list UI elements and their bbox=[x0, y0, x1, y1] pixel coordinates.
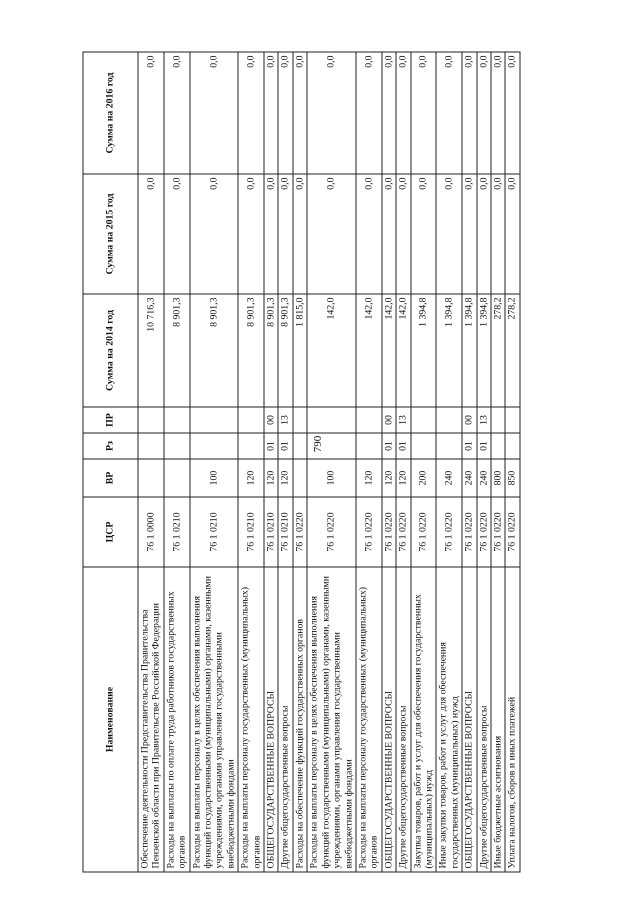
row-sum-2016-cell: 0,0 bbox=[293, 52, 307, 174]
row-pr-cell bbox=[293, 407, 307, 433]
table-row bbox=[356, 52, 382, 872]
row-name-cell: Уплата налогов, сборов и иных платежей bbox=[505, 567, 519, 872]
row-sum-2015-cell: 0,0 bbox=[138, 174, 164, 294]
row-pr-cell bbox=[436, 407, 462, 433]
row-name-cell: Другие общегосударственные вопросы bbox=[396, 567, 410, 872]
row-name-cell: Расходы на выплаты персоналу государственных (муниципальных) органов bbox=[356, 567, 382, 872]
row-sum-2015-cell: 0,0 bbox=[382, 174, 396, 294]
table-header-row bbox=[83, 52, 138, 872]
row-vr-cell: 200 bbox=[411, 459, 437, 497]
row-vr-cell: 800 bbox=[491, 459, 505, 497]
row-name-cell: Расходы на выплаты персоналу государственных (муниципальных) органов bbox=[238, 567, 264, 872]
row-name-cell: Другие общегосударственные вопросы bbox=[477, 567, 491, 872]
table-row bbox=[505, 52, 519, 872]
table-row bbox=[307, 52, 356, 872]
row-sum-2016-cell: 0,0 bbox=[164, 52, 190, 174]
row-vr-cell: 240 bbox=[436, 459, 462, 497]
table-row bbox=[190, 52, 239, 872]
row-pr-cell bbox=[411, 407, 437, 433]
row-name-cell: Расходы на обеспечение функций государственных органов bbox=[293, 567, 307, 872]
table-row bbox=[396, 52, 410, 872]
col-header-sum-2014: Сумма на 2014 год bbox=[83, 294, 138, 407]
row-sum-2014-cell: 142,0 bbox=[356, 294, 382, 407]
row-vr-cell bbox=[164, 459, 190, 497]
row-rz-cell bbox=[505, 433, 519, 459]
row-sum-2015-cell: 0,0 bbox=[307, 174, 356, 294]
row-sum-2016-cell: 0,0 bbox=[190, 52, 239, 174]
table-row bbox=[293, 52, 307, 872]
row-sum-2016-cell: 0,0 bbox=[238, 52, 264, 174]
row-pr-cell bbox=[164, 407, 190, 433]
row-rz-cell: 01 bbox=[462, 433, 476, 459]
row-pr-cell bbox=[491, 407, 505, 433]
row-sum-2016-cell: 0,0 bbox=[382, 52, 396, 174]
row-sum-2015-cell: 0,0 bbox=[491, 174, 505, 294]
row-name-cell: ОБЩЕГОСУДАРСТВЕННЫЕ ВОПРОСЫ bbox=[462, 567, 476, 872]
row-rz-cell bbox=[238, 433, 264, 459]
row-sum-2014-cell: 142,0 bbox=[396, 294, 410, 407]
row-sum-2016-cell: 0,0 bbox=[356, 52, 382, 174]
row-vr-cell: 120 bbox=[264, 459, 278, 497]
row-vr-cell: 240 bbox=[462, 459, 476, 497]
row-sum-2015-cell: 0,0 bbox=[190, 174, 239, 294]
row-vr-cell: 100 bbox=[190, 459, 239, 497]
col-header-name: Наименование bbox=[83, 567, 138, 872]
row-name-cell: Расходы на выплаты персоналу в целях обеспечения выполнения функций государственными (муниципальными) органами, казенными учреждениями, органами управления государственными внебюджетными фондами bbox=[307, 567, 356, 872]
row-sum-2015-cell: 0,0 bbox=[293, 174, 307, 294]
row-sum-2015-cell: 0,0 bbox=[238, 174, 264, 294]
row-rz-cell bbox=[356, 433, 382, 459]
row-vr-cell: 120 bbox=[238, 459, 264, 497]
table-row bbox=[436, 52, 462, 872]
row-sum-2014-cell: 142,0 bbox=[382, 294, 396, 407]
row-sum-2014-cell: 8 901,3 bbox=[278, 294, 292, 407]
row-sum-2015-cell: 0,0 bbox=[462, 174, 476, 294]
row-sum-2014-cell: 8 901,3 bbox=[164, 294, 190, 407]
row-sum-2015-cell: 0,0 bbox=[356, 174, 382, 294]
table-body bbox=[138, 52, 520, 872]
row-rz-cell bbox=[138, 433, 164, 459]
page-number: 790 bbox=[312, 435, 324, 453]
row-sum-2016-cell: 0,0 bbox=[462, 52, 476, 174]
row-csr-cell: 76 1 0220 bbox=[491, 497, 505, 567]
row-pr-cell: 00 bbox=[264, 407, 278, 433]
row-csr-cell: 76 1 0220 bbox=[293, 497, 307, 567]
row-sum-2016-cell: 0,0 bbox=[396, 52, 410, 174]
row-sum-2014-cell: 142,0 bbox=[307, 294, 356, 407]
row-vr-cell: 120 bbox=[278, 459, 292, 497]
row-sum-2016-cell: 0,0 bbox=[505, 52, 519, 174]
row-rz-cell: 01 bbox=[382, 433, 396, 459]
table-row bbox=[278, 52, 292, 872]
row-pr-cell: 13 bbox=[477, 407, 491, 433]
row-csr-cell: 76 1 0220 bbox=[307, 497, 356, 567]
row-vr-cell: 120 bbox=[396, 459, 410, 497]
row-sum-2014-cell: 8 901,3 bbox=[190, 294, 239, 407]
row-sum-2014-cell: 10 716,3 bbox=[138, 294, 164, 407]
row-name-cell: Расходы на выплаты по оплате труда работников государственных органов bbox=[164, 567, 190, 872]
row-csr-cell: 76 1 0000 bbox=[138, 497, 164, 567]
table-row bbox=[264, 52, 278, 872]
row-sum-2014-cell: 1 394,8 bbox=[411, 294, 437, 407]
row-sum-2015-cell: 0,0 bbox=[278, 174, 292, 294]
table-row bbox=[462, 52, 476, 872]
row-rz-cell bbox=[293, 433, 307, 459]
row-csr-cell: 76 1 0220 bbox=[382, 497, 396, 567]
row-rz-cell: 01 bbox=[477, 433, 491, 459]
row-sum-2016-cell: 0,0 bbox=[436, 52, 462, 174]
row-name-cell: ОБЩЕГОСУДАРСТВЕННЫЕ ВОПРОСЫ bbox=[264, 567, 278, 872]
row-sum-2016-cell: 0,0 bbox=[138, 52, 164, 174]
row-csr-cell: 76 1 0210 bbox=[190, 497, 239, 567]
row-csr-cell: 76 1 0220 bbox=[396, 497, 410, 567]
row-sum-2015-cell: 0,0 bbox=[477, 174, 491, 294]
col-header-pr: ПР bbox=[83, 407, 138, 433]
row-csr-cell: 76 1 0210 bbox=[278, 497, 292, 567]
col-header-sum-2016: Сумма на 2016 год bbox=[83, 52, 138, 174]
row-pr-cell bbox=[356, 407, 382, 433]
row-name-cell: Иные закупки товаров, работ и услуг для обеспечения государственных (муниципальных) нужд bbox=[436, 567, 462, 872]
row-sum-2016-cell: 0,0 bbox=[411, 52, 437, 174]
row-vr-cell: 240 bbox=[477, 459, 491, 497]
row-csr-cell: 76 1 0220 bbox=[436, 497, 462, 567]
row-vr-cell bbox=[138, 459, 164, 497]
col-header-sum-2015: Сумма на 2015 год bbox=[83, 174, 138, 294]
table-row bbox=[164, 52, 190, 872]
row-vr-cell bbox=[293, 459, 307, 497]
row-sum-2016-cell: 0,0 bbox=[491, 52, 505, 174]
row-sum-2015-cell: 0,0 bbox=[164, 174, 190, 294]
row-csr-cell: 76 1 0220 bbox=[462, 497, 476, 567]
row-vr-cell: 120 bbox=[356, 459, 382, 497]
row-csr-cell: 76 1 0220 bbox=[356, 497, 382, 567]
table-row bbox=[138, 52, 164, 872]
row-csr-cell: 76 1 0220 bbox=[505, 497, 519, 567]
row-sum-2015-cell: 0,0 bbox=[411, 174, 437, 294]
row-pr-cell bbox=[238, 407, 264, 433]
row-csr-cell: 76 1 0210 bbox=[238, 497, 264, 567]
col-header-vr: ВР bbox=[83, 459, 138, 497]
row-name-cell: Иные бюджетные ассигнования bbox=[491, 567, 505, 872]
row-pr-cell bbox=[505, 407, 519, 433]
row-pr-cell: 13 bbox=[396, 407, 410, 433]
row-name-cell: Закупка товаров, работ и услуг для обеспечения государственных (муниципальных) нужд bbox=[411, 567, 437, 872]
table-row bbox=[238, 52, 264, 872]
row-pr-cell bbox=[307, 407, 356, 433]
row-sum-2014-cell: 8 901,3 bbox=[264, 294, 278, 407]
row-sum-2015-cell: 0,0 bbox=[264, 174, 278, 294]
row-rz-cell bbox=[436, 433, 462, 459]
table-row bbox=[411, 52, 437, 872]
row-sum-2016-cell: 0,0 bbox=[477, 52, 491, 174]
row-sum-2014-cell: 278,2 bbox=[505, 294, 519, 407]
row-rz-cell: 01 bbox=[278, 433, 292, 459]
row-sum-2016-cell: 0,0 bbox=[264, 52, 278, 174]
row-sum-2016-cell: 0,0 bbox=[307, 52, 356, 174]
table-row bbox=[477, 52, 491, 872]
row-name-cell: Другие общегосударственные вопросы bbox=[278, 567, 292, 872]
row-pr-cell bbox=[190, 407, 239, 433]
table-row bbox=[491, 52, 505, 872]
row-sum-2015-cell: 0,0 bbox=[505, 174, 519, 294]
budget-table bbox=[83, 51, 521, 872]
table-row bbox=[382, 52, 396, 872]
row-sum-2015-cell: 0,0 bbox=[396, 174, 410, 294]
row-sum-2014-cell: 1 394,8 bbox=[436, 294, 462, 407]
row-rz-cell bbox=[411, 433, 437, 459]
row-sum-2016-cell: 0,0 bbox=[278, 52, 292, 174]
rotated-page-content bbox=[83, 52, 558, 872]
row-sum-2014-cell: 1 815,0 bbox=[293, 294, 307, 407]
row-pr-cell: 13 bbox=[278, 407, 292, 433]
row-rz-cell bbox=[164, 433, 190, 459]
row-rz-cell: 01 bbox=[396, 433, 410, 459]
col-header-rz: Рз bbox=[83, 433, 138, 459]
row-name-cell: Расходы на выплаты персоналу в целях обеспечения выполнения функций государственными (муниципальными) органами, казенными учреждениями, органами управления государственными внебюджетными фондами bbox=[190, 567, 239, 872]
row-sum-2014-cell: 8 901,3 bbox=[238, 294, 264, 407]
row-rz-cell bbox=[491, 433, 505, 459]
row-name-cell: Обеспечение деятельности Представительства Правительства Пензенской области при Правительстве Российской Федерации bbox=[138, 567, 164, 872]
row-sum-2014-cell: 1 394,8 bbox=[477, 294, 491, 407]
row-vr-cell: 850 bbox=[505, 459, 519, 497]
row-vr-cell: 120 bbox=[382, 459, 396, 497]
row-name-cell: ОБЩЕГОСУДАРСТВЕННЫЕ ВОПРОСЫ bbox=[382, 567, 396, 872]
row-csr-cell: 76 1 0210 bbox=[264, 497, 278, 567]
row-sum-2014-cell: 278,2 bbox=[491, 294, 505, 407]
row-csr-cell: 76 1 0220 bbox=[411, 497, 437, 567]
row-rz-cell bbox=[190, 433, 239, 459]
row-rz-cell: 01 bbox=[264, 433, 278, 459]
row-csr-cell: 76 1 0220 bbox=[477, 497, 491, 567]
row-sum-2014-cell: 1 394,8 bbox=[462, 294, 476, 407]
row-vr-cell: 100 bbox=[307, 459, 356, 497]
row-rz-cell bbox=[307, 433, 356, 459]
col-header-csr: ЦСР bbox=[83, 497, 138, 567]
row-pr-cell: 00 bbox=[382, 407, 396, 433]
row-pr-cell: 00 bbox=[462, 407, 476, 433]
row-pr-cell bbox=[138, 407, 164, 433]
row-sum-2015-cell: 0,0 bbox=[436, 174, 462, 294]
row-csr-cell: 76 1 0210 bbox=[164, 497, 190, 567]
